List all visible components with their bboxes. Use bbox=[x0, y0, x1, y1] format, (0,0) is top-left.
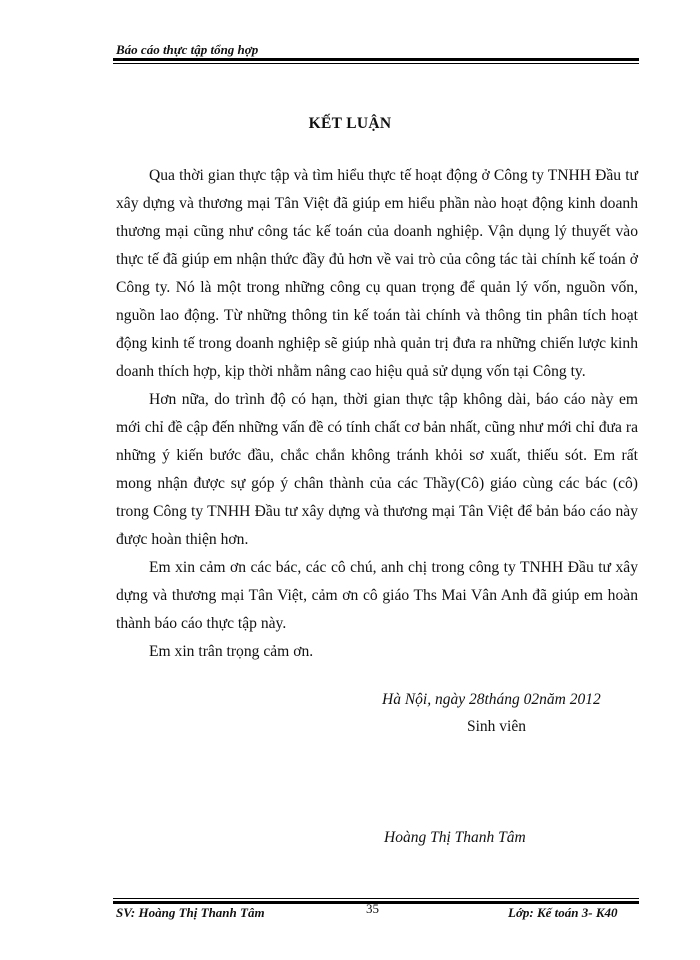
signature-name: Hoàng Thị Thanh Tâm bbox=[384, 829, 526, 846]
header-rule-thin bbox=[113, 63, 639, 64]
header-rule-thick bbox=[113, 58, 639, 61]
page-number: 35 bbox=[366, 901, 379, 916]
footer-student: SV: Hoàng Thị Thanh Tâm bbox=[116, 905, 265, 920]
paragraph-1: Qua thời gian thực tập và tìm hiểu thực tế hoạt động ở Công ty TNHH Đầu tư xây dựng và thương mại Tân Việt đã giúp em hiểu phần nào hoạt động kinh doanh thương mại cũng như công tác kế toán của doanh nghiệp. Vận dụng lý thuyết vào thực tế đã giúp em nhận thức đầy đủ hơn về vai trò của công tác tài chính kế toán ở Công ty. Nó là một trong những công cụ quan trọng để quản lý vốn, nguồn vốn, nguồn lao động. Từ những thông tin kế toán tài chính và thông tin phân tích hoạt động kinh tế trong doanh nghiệp sẽ giúp nhà quản trị đưa ra những chiến lược kinh doanh thích hợp, kịp thời nhằm nâng cao hiệu quả sử dụng vốn tại Công ty. bbox=[116, 167, 638, 380]
header-title: Báo cáo thực tập tổng hợp bbox=[116, 42, 259, 57]
page-header bbox=[113, 41, 639, 59]
signature-role: Sinh viên bbox=[467, 718, 526, 735]
footer-rule-thin bbox=[113, 898, 639, 899]
paragraph-3: Em xin cảm ơn các bác, các cô chú, anh chị trong công ty TNHH Đầu tư xây dựng và thương mại Tân Việt, cảm ơn cô giáo Ths Mai Vân Anh đã giúp em hoàn thành báo cáo thực tập này. bbox=[116, 559, 638, 632]
signature-date: Hà Nội, ngày 28tháng 02năm 2012 bbox=[382, 691, 601, 708]
document-heading: KẾT LUẬN bbox=[308, 115, 392, 132]
paragraph-4: Em xin trân trọng cảm ơn. bbox=[149, 643, 314, 660]
footer-class: Lớp: Kế toán 3- K40 bbox=[508, 905, 618, 920]
document-body bbox=[116, 162, 638, 666]
paragraph-2: Hơn nữa, do trình độ có hạn, thời gian thực tập không dài, báo cáo này em mới chỉ đề cập đến những vấn đề có tính chất cơ bản nhất, cũng như mới chỉ đưa ra những ý kiến bước đầu, chắc chắn không tránh khỏi sơ xuất, thiếu sót. Em rất mong nhận được sự góp ý chân thành của các Thầy(Cô) giáo cùng các bác (cô) trong Công ty TNHH Đầu tư xây dựng và thương mại Tân Việt để bản báo cáo này được hoàn thiện hơn. bbox=[116, 391, 638, 548]
